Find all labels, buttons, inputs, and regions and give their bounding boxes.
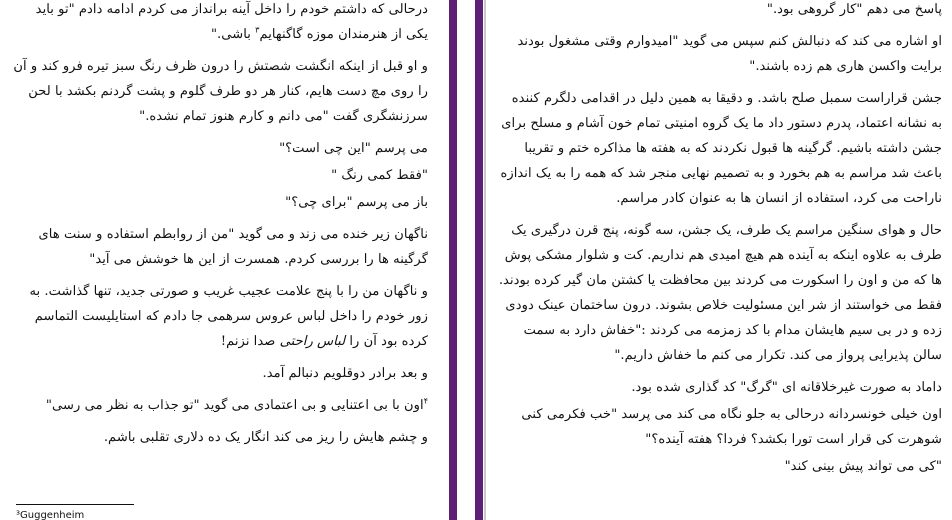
right-page	[486, 0, 952, 520]
left-page	[0, 0, 448, 520]
italic-phrase: لباس راحتی	[279, 334, 346, 349]
paragraph: و چشم هایش را ریز می کند انگار یک ده دلاری تقلبی باشم.	[103, 430, 428, 445]
paragraph: پاسخ می دهم "کار گروهی بود."	[766, 2, 942, 17]
page-gutter-left	[449, 0, 457, 520]
footnote: ³Guggenheim	[16, 510, 85, 520]
paragraph	[10, 0, 428, 47]
paragraph: اون خیلی خونسردانه درحالی به جلو نگاه می کند می پرسد "خب فکرمی کنی شوهرت کی قرار است تورا بکشد؟ فردا؟ هفته آینده؟"	[521, 407, 942, 447]
left-page-text	[10, 0, 428, 457]
right-page-text	[498, 0, 942, 486]
paragraph: و بعد برادر دوقلویم دنبالم آمد.	[262, 366, 428, 381]
paragraph-text: باشی."	[210, 27, 256, 42]
paragraph: جشن قراراست سمبل صلح باشد. و دقیقا به همین دلیل در اقدامی دلگرم کننده به نشانه اعتماد، پدرم دستور داد ما یک گروه امنیتی تمام خون آشام و مسلح برای جشن داشته باشیم. گرگینه ها قبول نکردند که به هفته ها مذاکره ختم و تقریبا باعث شد مراسم به هم بخورد و به تصمیم نهایی منجر شد که همه را به یک اندازه ناراحت می کرد، استفاده از انسان ها به عنوان کادر مراسم.	[500, 91, 942, 206]
paragraph-text: درحالی که داشتم خودم را داخل آینه برانداز می کردم ادامه دادم "تو باید یکی از هنرمندان موزه گاگنهایم	[35, 2, 428, 42]
footnote-divider	[16, 504, 134, 505]
paragraph: حال و هوای سنگین مراسم یک طرف، یک جشن، سه گونه، پنج قرن درگیری یک طرف به علاوه اینکه به آینده هم هیچ امیدی هم نداریم. کت و شلوار مشکی پوش ها که من و اون را اسکورت می کردند بین محافظت یا کشتن مان گیر کرده بودند. فقط می خواستند از شر این مسئولیت خلاص بشوند. درون ساختمان عینک دودی زده و در بی سیم هایشان مدام با کد زمزمه می کردند :"خفاش دارد به سمت سالن پذیرایی پرواز می کند. تکرار می کنم ما خفاش داریم."	[498, 223, 942, 363]
page-gutter-right	[475, 0, 483, 520]
paragraph: "کی می تواند پیش بینی کند"	[784, 459, 942, 474]
paragraph-text: صدا نزنم!	[220, 334, 280, 349]
paragraph	[10, 279, 428, 354]
paragraph: ناگهان زیر خنده می زند و می گوید "من از روابطم استفاده و سنت های گرگینه ها را بررسی کردم. همسرت از این ها خوشش می آید"	[38, 227, 428, 267]
paragraph: او اشاره می کند که دنبالش کنم سپس می گوید "امیدوارم وقتی مشغول بودند برایت واکسن هاری هم زده باشند."	[517, 34, 942, 74]
paragraph: و او قبل از اینکه انگشت شصتش را درون ظرف رنگ سبز تیره فرو کند و آن را روی مچ دست هایم، کنار هر دو طرف گلوم و پشت گردنم بکشد با لحن سرزنشگری گفت "می دانم و کارم هنوز تمام نشده."	[13, 59, 428, 124]
paragraph: "فقط کمی رنگ "	[331, 168, 428, 183]
paragraph-text: و ناگهان من را با پنج علامت عجیب غریب و صورتی جدید، تنها گذاشت. به زور خودم را داخل لباس عروس سرهمی جا دادم که استایلیست التماسم کرده بود آن را	[29, 284, 428, 349]
paragraph-text: اون با بی اعتنایی و بی اعتمادی می گوید "تو جذاب به نظر می رسی"	[45, 398, 424, 413]
footnote-marker[interactable]: ۴	[423, 396, 428, 406]
footnote-marker[interactable]: ۳	[255, 25, 260, 35]
paragraph: باز می پرسم "برای چی؟"	[285, 195, 428, 210]
paragraph: داماد به صورت غیرخلاقانه ای "گرگ" کد گذاری شده بود.	[631, 380, 942, 395]
paragraph: می پرسم "این چی است؟"	[279, 141, 428, 156]
paragraph	[10, 393, 428, 418]
